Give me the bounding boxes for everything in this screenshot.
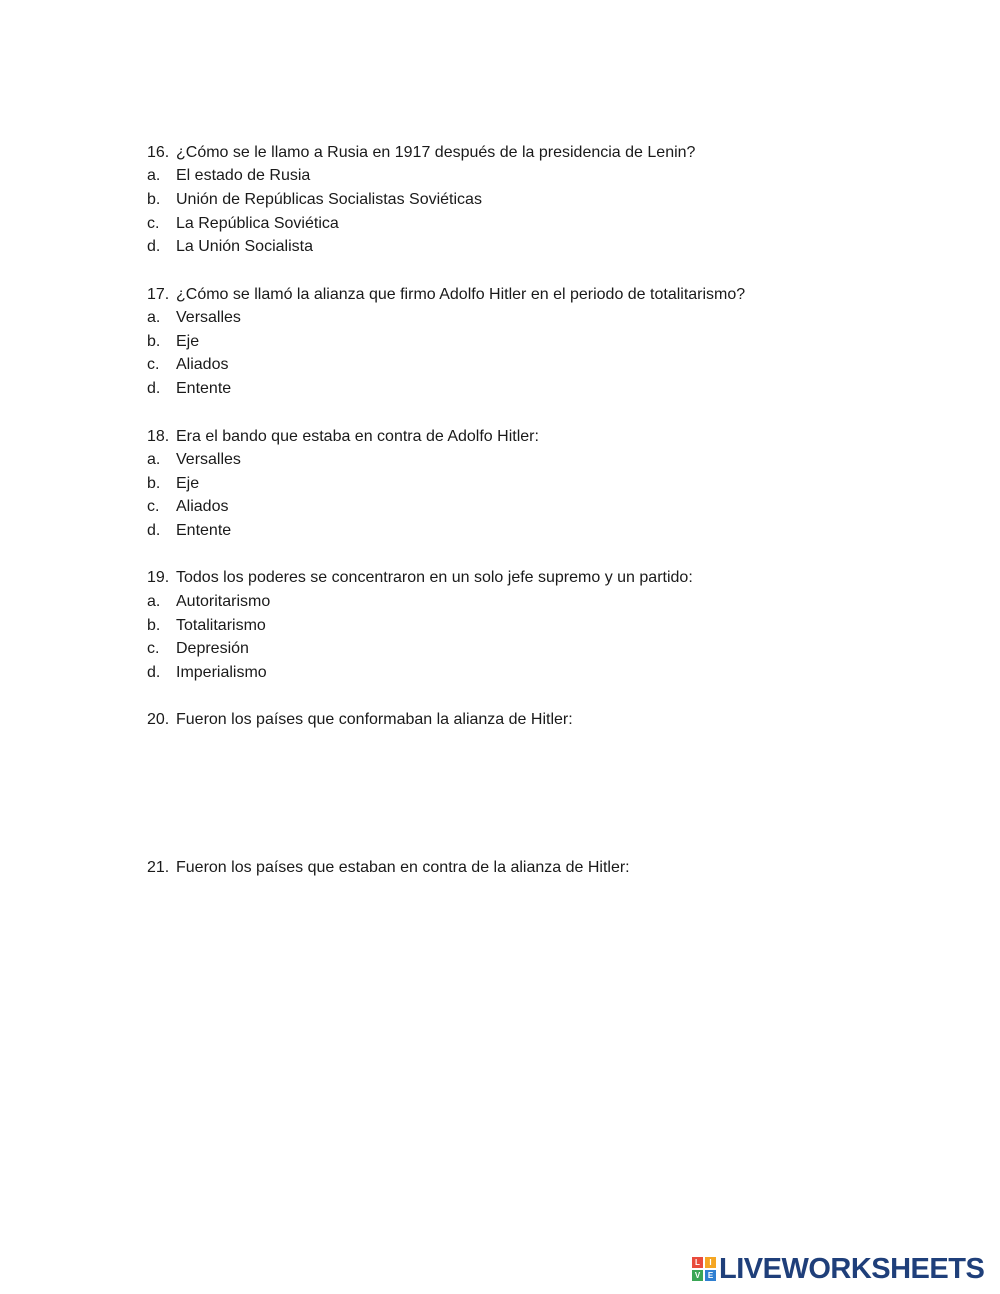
option-16a: a. El estado de Rusia (147, 167, 311, 184)
question-number: 21. (147, 859, 170, 876)
question-text: Todos los poderes se concentraron en un solo jefe supremo y un partido: (176, 569, 693, 586)
question-number: 17. (147, 286, 170, 303)
question-16 (147, 142, 695, 164)
option-16d: d. La Unión Socialista (147, 238, 313, 255)
question-text: Era el bando que estaba en contra de Adolfo Hitler: (176, 428, 539, 445)
question-17 (147, 284, 745, 306)
option-19d: d. Imperialismo (147, 664, 267, 681)
option-18b: b. Eje (147, 475, 200, 492)
question-text: Fueron los países que estaban en contra de la alianza de Hitler: (176, 859, 630, 876)
option-18a: a. Versalles (147, 451, 241, 468)
option-17d: d. Entente (147, 380, 232, 397)
question-text: ¿Cómo se le llamo a Rusia en 1917 después de la presidencia de Lenin? (176, 144, 696, 161)
question-20 (147, 709, 573, 731)
option-19c: c. Depresión (147, 640, 249, 657)
logo-text: LIVEWORKSHEETS (719, 1253, 985, 1285)
option-18c: c. Aliados (147, 498, 229, 515)
question-19 (147, 567, 693, 589)
option-19a: a. Autoritarismo (147, 593, 271, 610)
option-17a: a. Versalles (147, 309, 241, 326)
option-16b: b. Unión de Repúblicas Socialistas Soviéticas (147, 191, 482, 208)
question-21 (147, 857, 630, 879)
question-number: 20. (147, 711, 170, 728)
option-19b: b. Totalitarismo (147, 617, 266, 634)
option-16c: c. La República Soviética (147, 215, 339, 232)
question-number: 18. (147, 428, 170, 445)
option-17b: b. Eje (147, 333, 200, 350)
question-18 (147, 426, 539, 448)
option-17c: c. Aliados (147, 356, 229, 373)
logo-mark-icon: L I V E (692, 1257, 716, 1281)
question-text: ¿Cómo se llamó la alianza que firmo Adolfo Hitler en el periodo de totalitarismo? (176, 286, 746, 303)
option-18d: d. Entente (147, 522, 232, 539)
question-number: 19. (147, 569, 170, 586)
question-text: Fueron los países que conformaban la alianza de Hitler: (176, 711, 573, 728)
liveworksheets-logo (692, 1254, 984, 1284)
question-number: 16. (147, 144, 170, 161)
